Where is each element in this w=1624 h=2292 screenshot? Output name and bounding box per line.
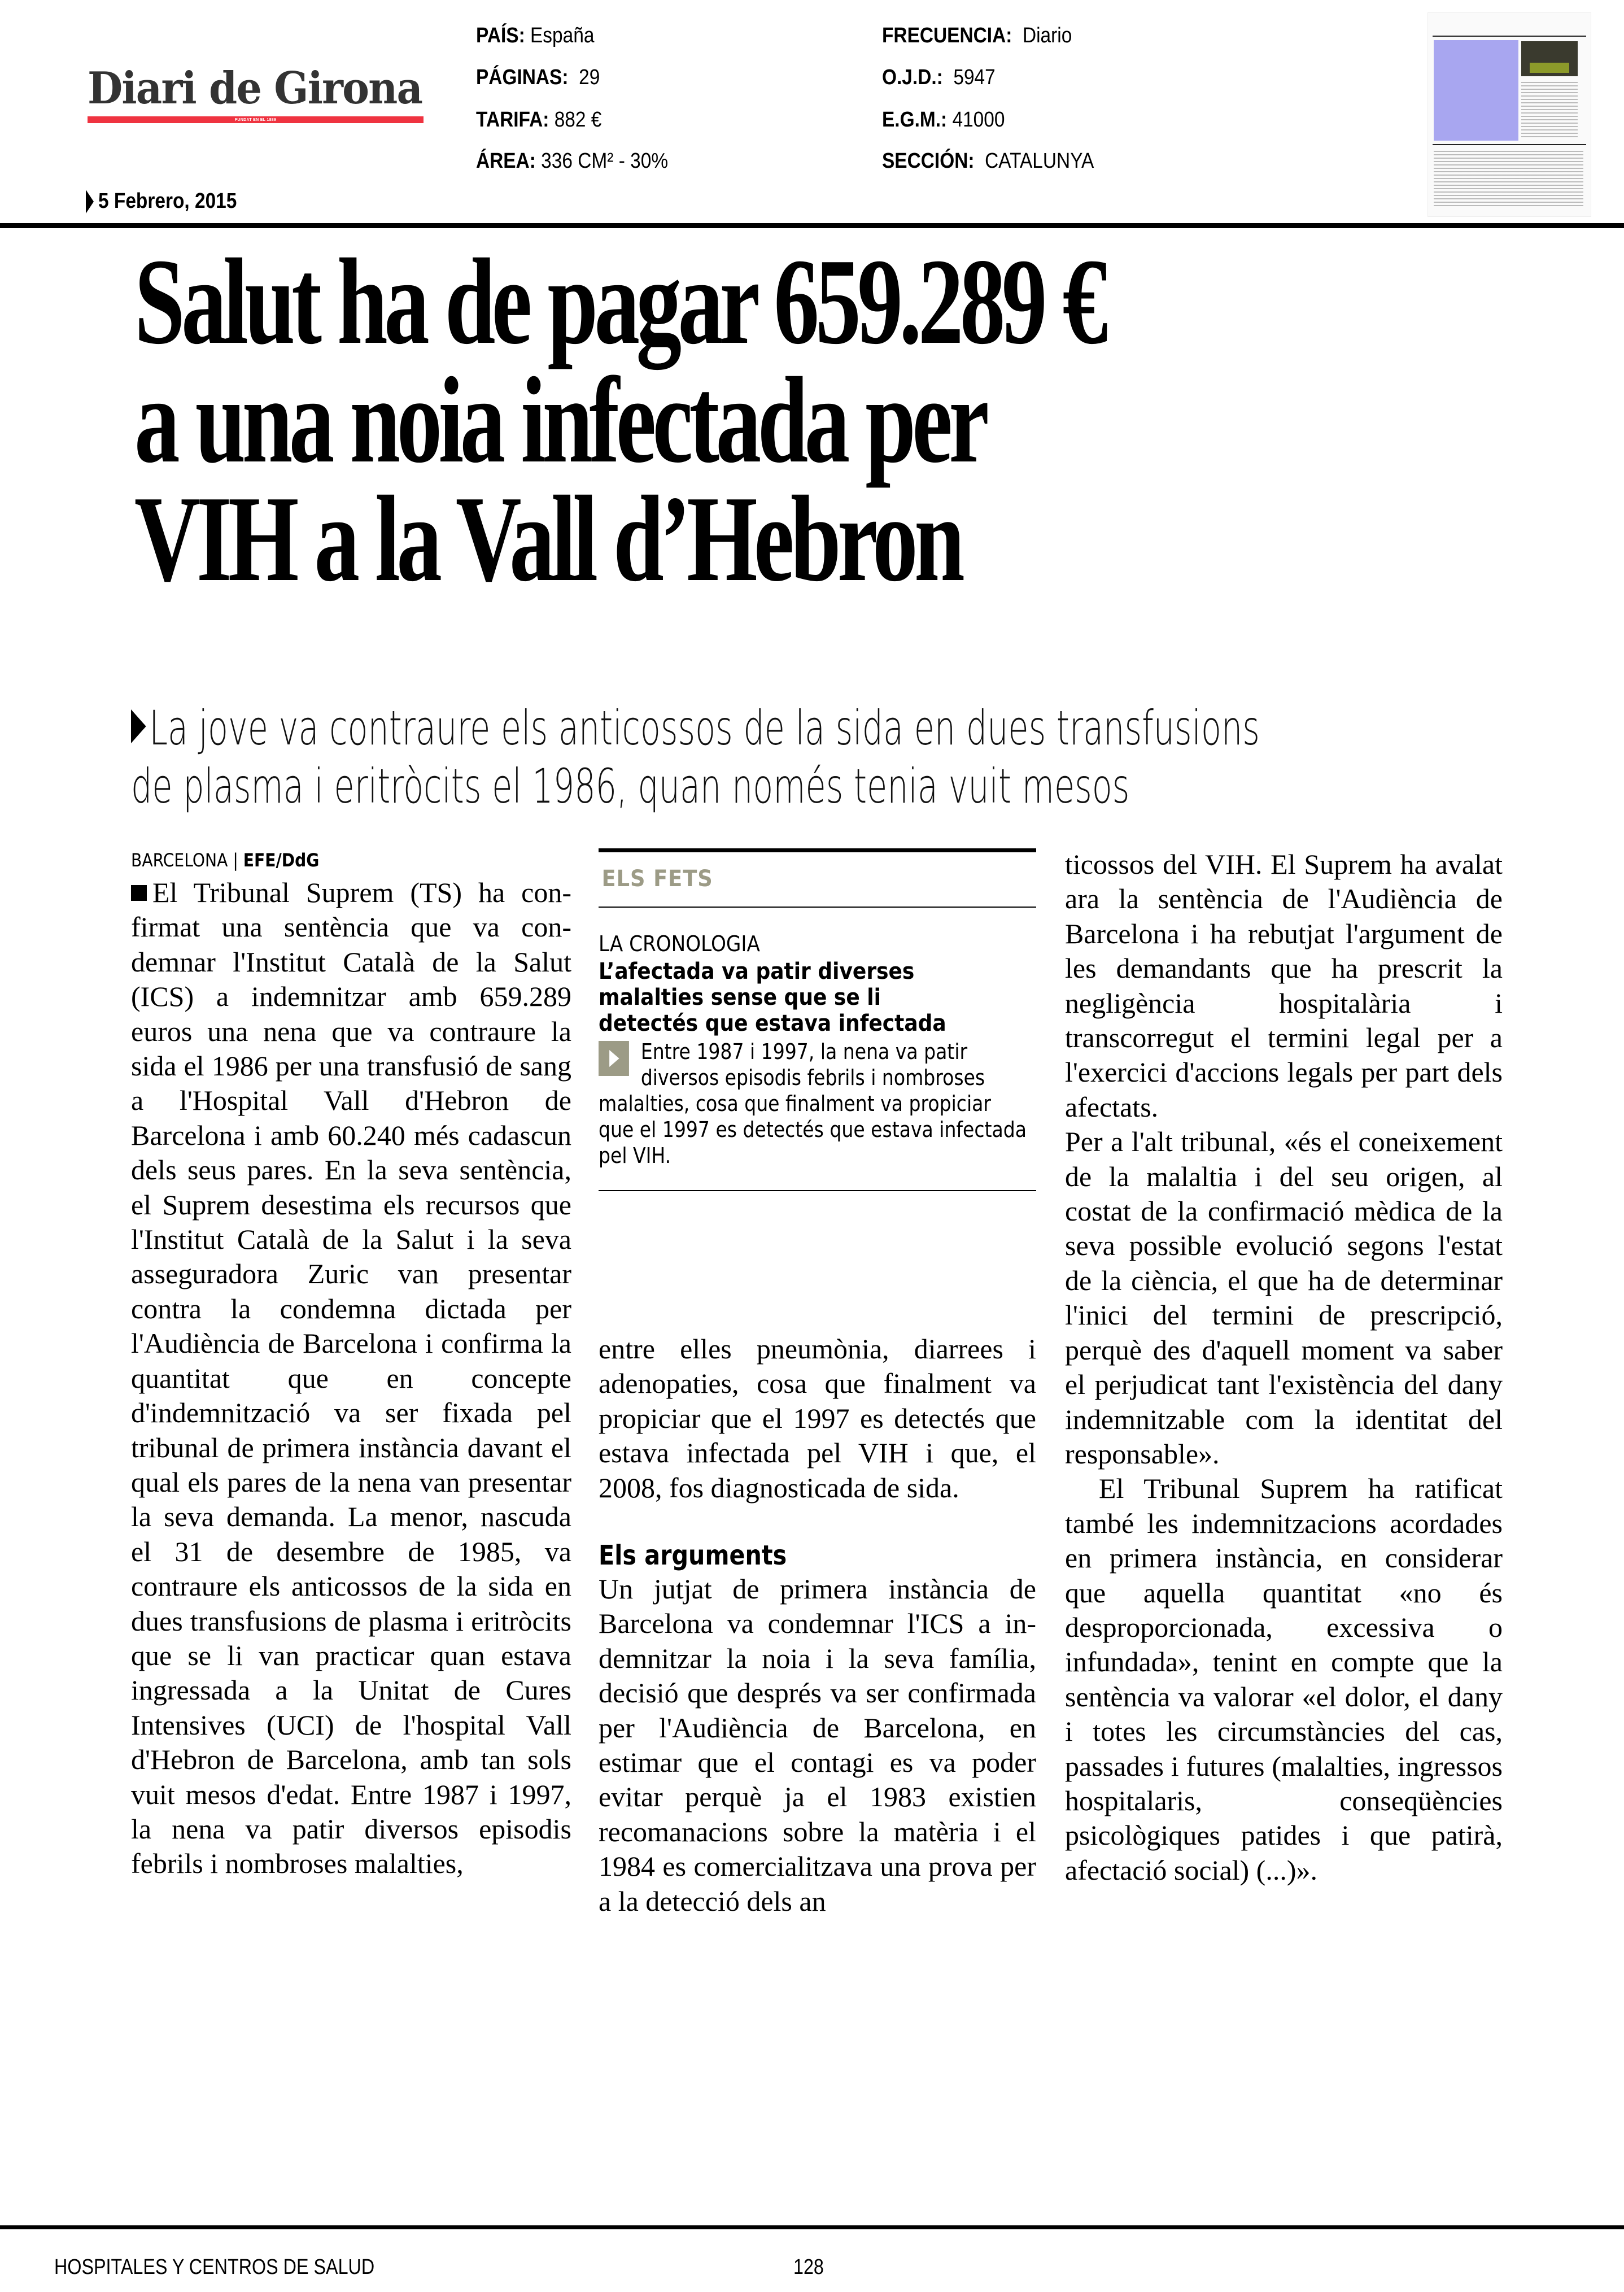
article-paragraph: entre elles pneumònia, diarrees i adenopaties, cosa que finalment va propiciar que el 1997 es detectés que estava infectada pel VIH i que, el 2008, fos diagnosticada de sida.	[599, 1333, 1036, 1504]
box-bottom-rule	[599, 1190, 1036, 1191]
section-heading: Els arguments	[599, 1540, 787, 1572]
logo-red-bar	[88, 116, 424, 123]
logo-tagline: FUNDAT EN EL 1889	[234, 117, 277, 122]
article-column-3	[1065, 847, 1503, 1888]
thumbnail-text	[1434, 151, 1583, 207]
meta-pages: PÁGINAS: 29	[476, 66, 600, 89]
date-text: 5 Febrero, 2015	[98, 189, 237, 213]
byline-place: BARCELONA	[131, 849, 228, 871]
box-rule	[599, 907, 1036, 908]
meta-ojd: O.J.D.: 5947	[882, 66, 996, 89]
box-title: L’afectada va patir diverses malalties sense que se li detectés que estava infectada	[599, 958, 946, 1036]
footer-page-number: 128	[793, 2255, 824, 2279]
article-paragraph: El Tribunal Suprem ha ratificat també les indemnitzacions acordades en primera instància, en considerar que aquella quantitat «no és desproporcionada, excessiva o infundada», tenint en compte que la sentència va valorar «el dolor, el dany i totes les circumstàncies del cas, passades i futures (malalties, ingressos hospitalaris, conseqüències psicològiques patides i que patirà, afectació social) (...)».	[1065, 1472, 1503, 1886]
headline-line: VIH a la Vall d’Hebron	[134, 471, 962, 607]
meta-rate: TARIFA: 882 €	[476, 108, 602, 132]
box-top-rule	[599, 848, 1036, 852]
thumbnail-highlight	[1434, 40, 1518, 141]
meta-egm: E.G.M.: 41000	[882, 108, 1005, 132]
byline: BARCELONA | EFE/DdG	[131, 849, 320, 871]
triangle-right-icon	[131, 709, 146, 743]
thumbnail-photo-banner	[1530, 63, 1569, 73]
meta-frequency: FRECUENCIA: Diario	[882, 24, 1072, 47]
footer-divider	[0, 2225, 1624, 2229]
meta-country: PAÍS: España	[476, 24, 595, 47]
header-divider	[0, 223, 1624, 228]
box-label: LA CRONOLOGIA	[599, 931, 760, 956]
headline	[134, 234, 1105, 607]
meta-area: ÁREA: 336 CM² - 30%	[476, 149, 669, 173]
article-column-2	[599, 1332, 1036, 1919]
subhead-line: de plasma i eritròcits el 1986, quan només tenia vuit mesos	[131, 759, 1130, 814]
box-kicker: ELS FETS	[601, 866, 713, 892]
headline-line: Salut ha de pagar 659.289 €	[134, 234, 1105, 370]
box-body: Entre 1987 i 1997, la nena va patir diversos episodis febrils i nombroses malalties, cosa que finalment va propiciar que el 1997 es detectés que estava infectada pel VIH.	[599, 1039, 1027, 1168]
article-column-1	[131, 847, 571, 1881]
subhead-line: La jove va contraure els anticossos de la sida en dues transfusions	[149, 700, 1260, 756]
thumbnail-text	[1521, 82, 1578, 138]
byline-agency: EFE/DdG	[243, 849, 320, 871]
publication-logo	[88, 63, 426, 123]
footer-category: HOSPITALES Y CENTROS DE SALUD	[54, 2255, 375, 2279]
square-bullet-icon	[131, 885, 147, 901]
sidebar-box	[599, 848, 1036, 1191]
article-paragraph: Per a l'alt tribunal, «és el coneixement de la malaltia i del seu origen, al costat de la confirmació mèdica de la seva possible evolució segons l'estat de la ciència, el que ha de determinar l'inici del termini de prescripció, perquè des d'aquell moment va saber el perjudicat tant l'existència del dany indemnitzable com la identitat del responsable».	[1065, 1126, 1503, 1470]
play-icon	[599, 1041, 629, 1076]
publication-name: Diari de Girona	[88, 63, 422, 114]
meta-section: SECCIÓN: CATALUNYA	[882, 149, 1094, 173]
article-paragraph: Un jutjat de primera instància de Barcelona va condemnar l'ICS a indemnitzar la noia i la seva família, decisió que després va ser confirmada per l'Audiència de Barcelona, en estimar que el contagi es va poder evitar perquè ja el 1983 existien recomanacions sobre la matèria i el 1984 es comercialitzava una prova per a la detecció dels an	[599, 1573, 1036, 1917]
thumbnail-rule	[1433, 144, 1586, 145]
page-thumbnail-icon[interactable]	[1427, 12, 1591, 217]
headline-line: a una noia infectada per	[134, 352, 986, 489]
article-paragraph: El Tribunal Suprem (TS) ha confirmat una sentència que va condemnar l'Institut Català de la Salut (ICS) a indemnitzar amb 659.289 euros una nena que va contraure la sida el 1986 per una transfusió de sang a l'Hospital Vall d'Hebron de Barcelona i amb 60.240 més cadascun dels seus pares. En la seva sentència, el Suprem desestima els recursos que l'Institut Català de la Salut i la seva asseguradora Zuric van presentar contra la condemna dictada per l'Audiència de Barcelona i confirma la quantitat que en concepte d'indemnització va ser fixada pel tribunal de primera instància davant el qual els pares de la nena van presentar la seva demanda. La menor, nascuda el 31 de desembre de 1985, va contraure els anticossos de la sida en dues transfusions de plasma i eritròcits que se li van practicar quan estava ingressada a la Unitat de Cures Intensives (UCI) de l'hospital Vall d'Hebron de Barcelona, amb tan sols vuit mesos d'edat. Entre 1987 i 1997, la nena va patir diversos episodis febrils i nombroses malalties,	[131, 877, 571, 1880]
triangle-right-icon	[86, 190, 94, 213]
publication-date	[86, 189, 256, 213]
thumbnail-rule	[1433, 36, 1586, 37]
article-paragraph: ticossos del VIH. El Suprem ha avalat ara la sentència de l'Audiència de Barcelona i ha rebutjat l'argument de les demandants que ha prescrit la negligència hospitalària i transcorregut el termini legal per a l'exercici d'accions legals per part dels afectats.	[1065, 848, 1503, 1123]
subheadline	[131, 699, 1260, 816]
